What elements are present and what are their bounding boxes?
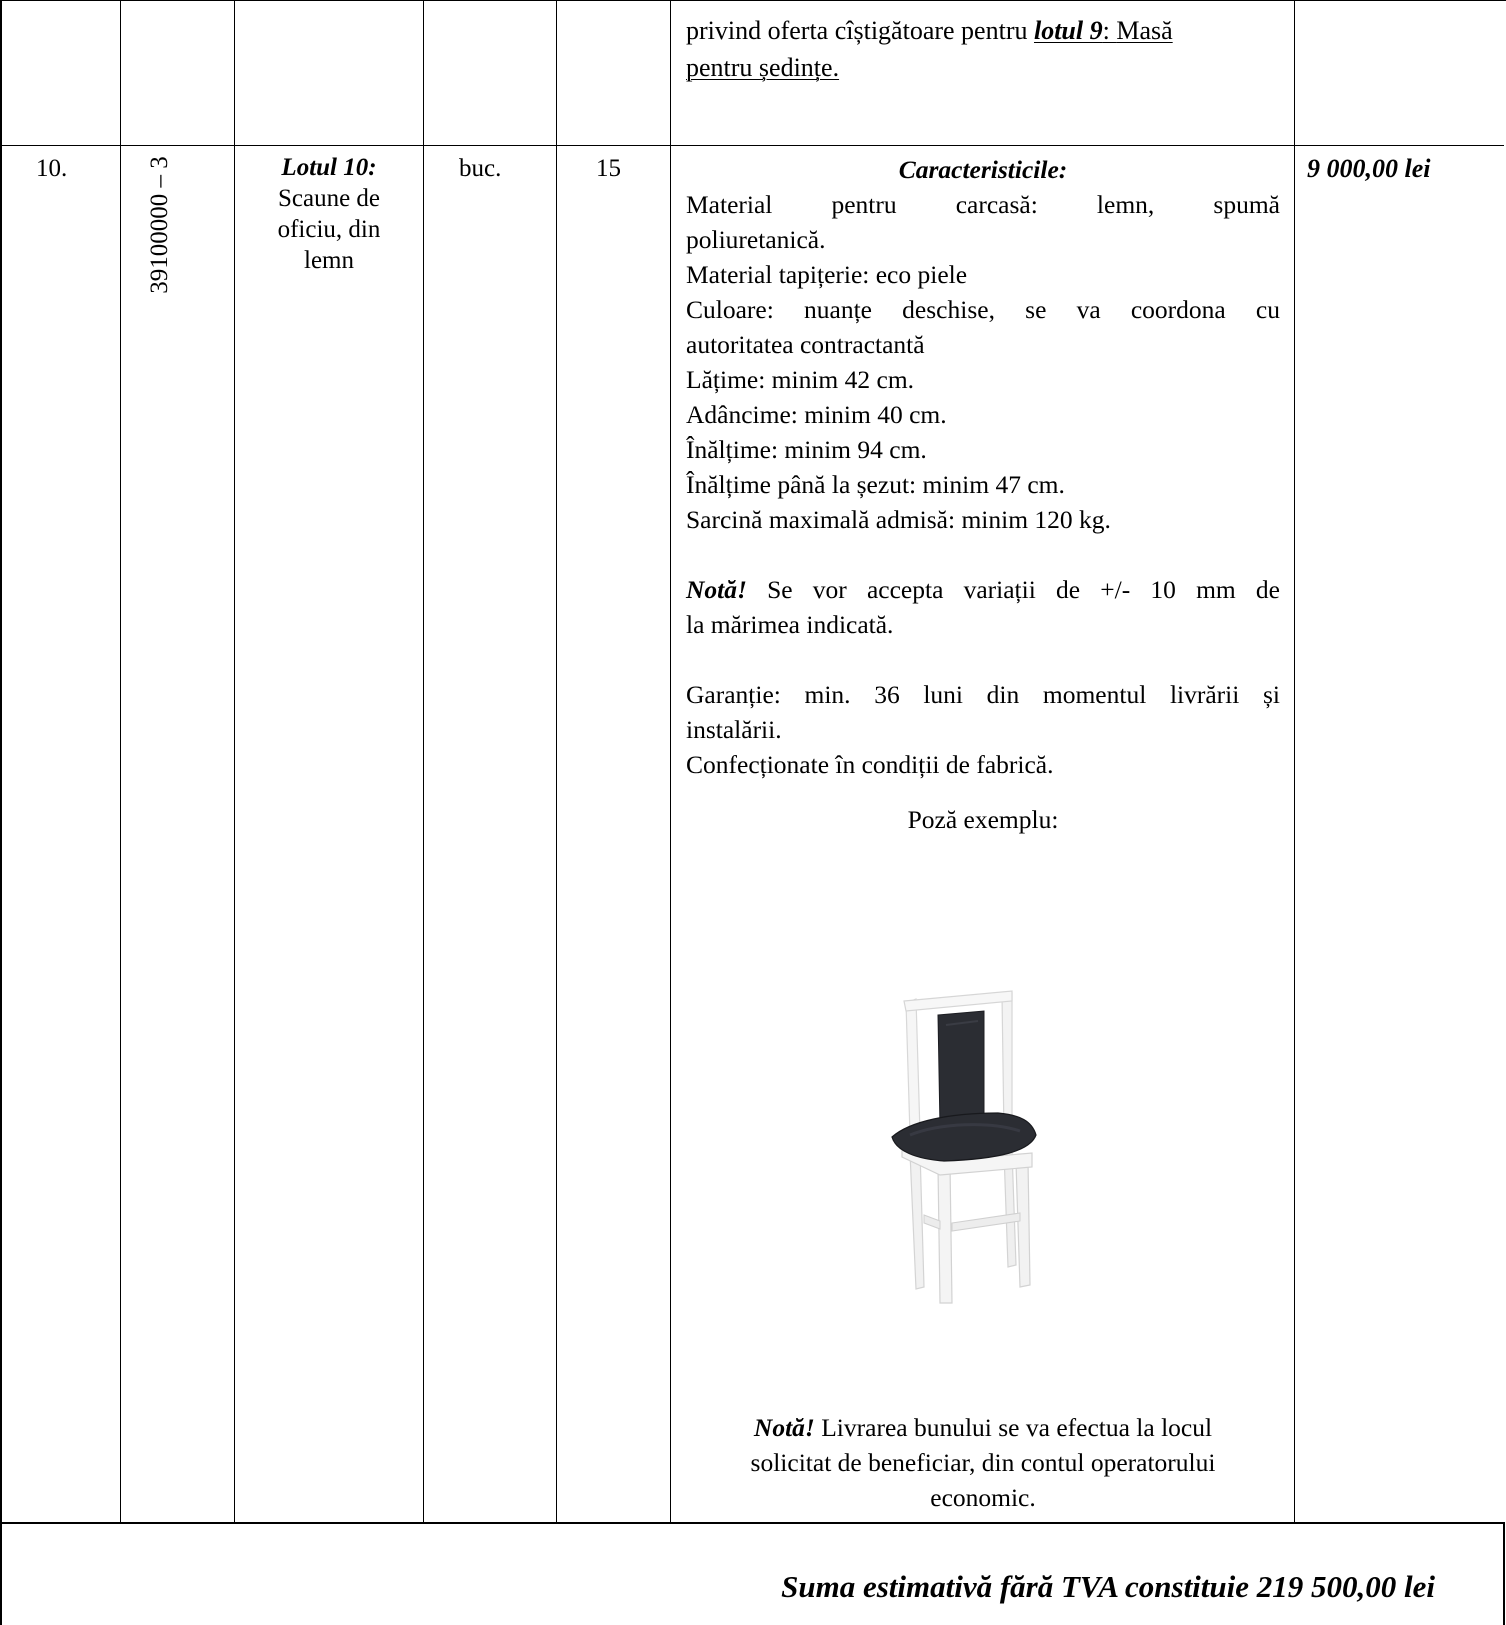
nota-variations	[686, 572, 1280, 607]
lot-9-reference: lotul 9	[1033, 16, 1103, 45]
table-border-top	[0, 0, 1506, 1]
top-row-line2: pentru ședințe.	[686, 53, 840, 82]
delivery-note-line2: solicitat de beneficiar, din contul operatorului	[750, 1448, 1216, 1477]
nota-label: Notă!	[686, 575, 747, 604]
delivery-note-text: Livrarea bunului se va efectua la locul	[814, 1413, 1213, 1442]
spec-line: la mărimea indicată.	[686, 610, 894, 639]
top-row-masa: Masă	[1116, 16, 1173, 45]
row-number: 10.	[36, 155, 68, 182]
spec-line: Garanție: min. 36 luni din momentul livrării și	[686, 680, 1280, 709]
spec-line: Material pentru carcasă: lemn, spumă	[686, 190, 1280, 219]
spec-line: Material tapițerie: eco piele	[686, 260, 968, 289]
column-divider-5	[670, 0, 671, 1524]
lot-name-line: lemn	[304, 247, 354, 274]
spec-line: Sarcină maximală admisă: minim 120 kg.	[686, 505, 1111, 534]
column-divider-3	[423, 0, 424, 1524]
lot-title: Lotul 10:	[281, 154, 377, 181]
cpv-code: 39100000 – 3	[146, 156, 173, 294]
estimated-total: Suma estimativă fără TVA constituie 219 500,00 lei	[781, 1569, 1435, 1604]
spec-line: Înălțime până la șezut: minim 47 cm.	[686, 470, 1065, 499]
spec-line: poliuretanică.	[686, 225, 826, 254]
spec-heading: Caracteristicile:	[898, 155, 1068, 184]
spec-line: Confecționate în condiții de fabrică.	[686, 750, 1054, 779]
delivery-note-line3: economic.	[930, 1483, 1036, 1512]
lot-name-line: oficiu, din	[277, 216, 381, 243]
delivery-note	[686, 1410, 1280, 1515]
row-divider-1	[0, 145, 1504, 146]
table-border-right	[1503, 1522, 1505, 1625]
nota-label: Notă!	[753, 1413, 815, 1442]
lot-name-line: Scaune de	[277, 185, 381, 212]
column-divider-6	[1294, 0, 1295, 1524]
top-row-line1	[686, 14, 1173, 48]
spec-line: Lățime: minim 42 cm.	[686, 365, 915, 394]
top-row-text: privind oferta cîștigătoare pentru	[686, 16, 1034, 45]
spec-line: instalării.	[686, 715, 782, 744]
spec-line: autoritatea contractantă	[686, 330, 925, 359]
column-divider-4	[556, 0, 557, 1524]
spec-line: Adâncime: minim 40 cm.	[686, 400, 947, 429]
table-border-left	[0, 0, 2, 1625]
spec-line: Înălțime: minim 94 cm.	[686, 435, 927, 464]
row-divider-2	[0, 1522, 1505, 1524]
price: 9 000,00 lei	[1307, 154, 1431, 183]
column-divider-1	[120, 0, 121, 1524]
spec-line: Culoare: nuanțe deschise, se va coordona cu	[686, 295, 1280, 324]
lot-name-cell	[235, 152, 423, 276]
chair-photo	[880, 985, 1100, 1305]
top-row-colon: :	[1102, 16, 1117, 45]
photo-caption: Poză exemplu:	[907, 805, 1059, 834]
specification-block	[686, 152, 1280, 837]
delivery-note-line1	[686, 1410, 1280, 1445]
unit-of-measure: buc.	[459, 155, 502, 182]
nota-text: Se vor accepta variații de +/- 10 mm de	[746, 575, 1280, 604]
quantity: 15	[596, 155, 621, 182]
chair-illustration	[892, 991, 1036, 1303]
